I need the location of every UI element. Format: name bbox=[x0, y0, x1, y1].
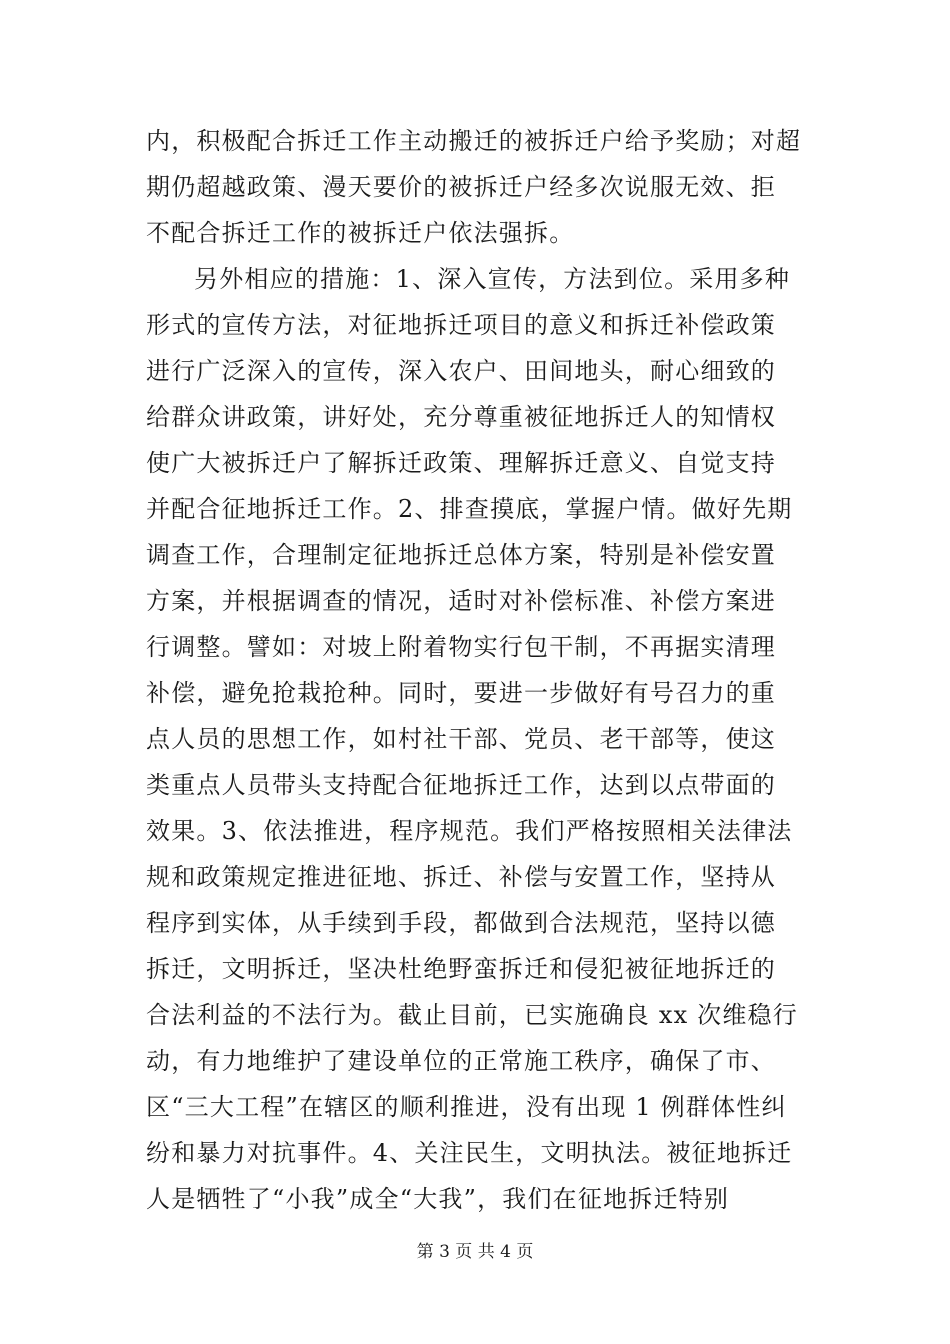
text-line: 并配合征地拆迁工作。2、排查摸底，掌握户情。做好先期 bbox=[146, 495, 793, 523]
text-line: 点人员的思想工作，如村社干部、党员、老干部等，使这 bbox=[146, 725, 776, 753]
text-line: 不配合拆迁工作的被拆迁户依法强拆。 bbox=[146, 219, 575, 247]
text-line: 行调整。譬如：对坡上附着物实行包干制，不再据实清理 bbox=[146, 633, 776, 661]
text-line: 程序到实体，从手续到手段，都做到合法规范，坚持以德 bbox=[146, 909, 776, 937]
text-line: 使广大被拆迁户了解拆迁政策、理解拆迁意义、自觉支持 bbox=[146, 449, 776, 477]
text-line: 效果。3、依法推进，程序规范。我们严格按照相关法律法 bbox=[146, 817, 793, 845]
text-line: 区“三大工程”在辖区的顺利推进，没有出现 1 例群体性纠 bbox=[146, 1093, 787, 1121]
body-text bbox=[146, 118, 812, 1222]
text-line: 纷和暴力对抗事件。4、关注民生，文明执法。被征地拆迁 bbox=[146, 1139, 793, 1167]
text-line: 调查工作，合理制定征地拆迁总体方案，特别是补偿安置 bbox=[146, 541, 776, 569]
text-line: 规和政策规定推进征地、拆迁、补偿与安置工作，坚持从 bbox=[146, 863, 776, 891]
page-footer: 第 3 页 共 4 页 bbox=[416, 1242, 534, 1262]
text-line: 人是牺牲了“小我”成全“大我”，我们在征地拆迁特别 bbox=[146, 1185, 730, 1213]
paragraph-start-line: 另外相应的措施：1、深入宣传，方法到位。采用多种 bbox=[194, 265, 791, 293]
text-line: 补偿，避免抢栽抢种。同时，要进一步做好有号召力的重 bbox=[146, 679, 776, 707]
text-line: 拆迁，文明拆迁，坚决杜绝野蛮拆迁和侵犯被征地拆迁的 bbox=[146, 955, 776, 983]
text-line: 给群众讲政策，讲好处，充分尊重被征地拆迁人的知情权 bbox=[146, 403, 776, 431]
text-line: 形式的宣传方法，对征地拆迁项目的意义和拆迁补偿政策 bbox=[146, 311, 776, 339]
text-line: 合法利益的不法行为。截止目前，已实施确良 xx 次维稳行 bbox=[146, 1001, 798, 1029]
text-line: 进行广泛深入的宣传，深入农户、田间地头，耐心细致的 bbox=[146, 357, 776, 385]
text-line: 动，有力地维护了建设单位的正常施工秩序，确保了市、 bbox=[146, 1047, 776, 1075]
text-line: 期仍超越政策、漫天要价的被拆迁户经多次说服无效、拒 bbox=[146, 173, 776, 201]
text-line: 类重点人员带头支持配合征地拆迁工作，达到以点带面的 bbox=[146, 771, 776, 799]
text-line: 方案，并根据调查的情况，适时对补偿标准、补偿方案进 bbox=[146, 587, 776, 615]
text-line: 内，积极配合拆迁工作主动搬迁的被拆迁户给予奖励；对超 bbox=[146, 127, 802, 155]
